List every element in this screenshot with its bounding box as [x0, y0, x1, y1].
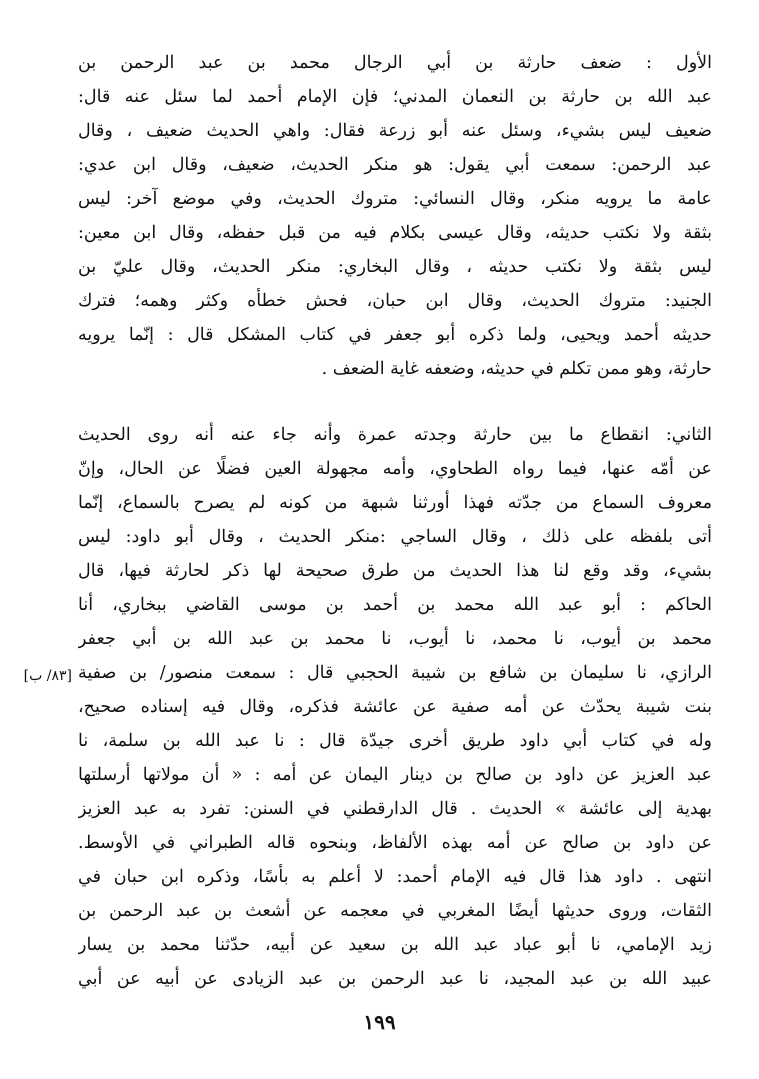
- text-line: انتهى . داود هذا قال فيه الإمام أحمد: لا أعلم به بأسًا، وذكره ابن حبان في: [78, 867, 712, 887]
- text-line: أتى بلفظه على ذلك ، وقال الساجي :منكر الحديث ، وقال أبو داود: ليس: [78, 527, 712, 547]
- text-line: بنت شيبة يحدّث عن أمه صفية عن عائشة فذكره، وقال فيه إسناده صحيح،: [78, 697, 712, 717]
- text-line: الثاني: انقطاع ما بين حارثة وجدته عمرة وأنه جاء عنه أنه روى الحديث: [78, 425, 712, 445]
- text-line: عبد الله بن حارثة بن النعمان المدني؛ فإن الإمام أحمد لما سئل عنه قال:: [78, 87, 712, 107]
- text-line: ضعيف ليس بشيء، وسئل عنه أبو زرعة فقال: واهي الحديث ضعيف ، وقال: [78, 121, 712, 141]
- text-line: بثقة ولا نكتب حديثه، وقال عيسى بكلام فيه من قبل حفظه، وقال ابن معين:: [78, 223, 712, 243]
- text-line: الأول : ضعف حارثة بن أبي الرجال محمد بن عبد الرحمن بن: [78, 53, 712, 73]
- text-line: الجنيد: متروك الحديث، وقال ابن حبان، فحش خطأه وكثر وهمه؛ فترك: [78, 291, 712, 311]
- paragraph-first: [78, 46, 712, 386]
- manuscript-folio-marker: [٨٣/ ب]: [23, 668, 72, 684]
- text-line: الرازي، نا سليمان بن شافع بن شيبة الحجبي قال : سمعت منصور/ بن صفية: [78, 663, 712, 683]
- text-line: عبد الرحمن: سمعت أبي يقول: هو منكر الحديث، ضعيف، وقال ابن عدي:: [78, 155, 712, 175]
- text-line: زيد الإمامي، نا أبو عباد عبد الله بن سعيد عن أبيه، حدّثنا محمد بن يسار: [78, 935, 712, 955]
- text-line: الحاكم : أبو عبد الله محمد بن أحمد بن موسى القاضي ببخاري، أنا: [78, 595, 712, 615]
- text-line: معروف السماع من جدّته فهذا أورثنا شبهة من كونه لم يصرح بالسماع، إنّما: [78, 493, 712, 513]
- text-line: الثقات، وروى حديثها أيضًا المغربي في معجمه عن أشعث بن عبد الرحمن بن: [78, 901, 712, 921]
- text-line: بهدية إلى عائشة » الحديث . قال الدارقطني في السنن: تفرد به عبد العزيز: [78, 799, 712, 819]
- text-line: محمد بن أيوب، نا محمد، نا أيوب، نا محمد بن عبد الله بن أبي جعفر: [78, 629, 712, 649]
- text-line: بشيء، وقد وقع لنا هذا الحديث من طرق صحيحة لها ذكر لحارثة فيها، قال: [78, 561, 712, 581]
- text-line: عبيد الله بن عبد المجيد، نا عبد الرحمن بن عبد الزيادى عن أبيه عن أبي: [78, 969, 712, 989]
- text-line: حديثه أحمد ويحيى، ولما ذكره أبو جعفر في كتاب المشكل قال : إنّما يرويه: [78, 325, 712, 345]
- text-line: عن داود بن صالح عن أمه بهذه الألفاظ، وبنحوه قاله الطبراني في الأوسط.: [78, 833, 712, 853]
- text-line: عامة ما يرويه منكر، وقال النسائي: متروك الحديث، وفي موضع آخر: ليس: [78, 189, 712, 209]
- text-line: ليس بثقة ولا نكتب حديثه ، وقال البخاري: منكر الحديث، وقال عليّ بن: [78, 257, 712, 277]
- text-line: حارثة، وهو ممن تكلم في حديثه، وضعفه غاية الضعف .: [321, 359, 712, 379]
- page-number: ١٩٩: [363, 1010, 396, 1034]
- paragraph-second: [78, 418, 712, 996]
- text-line: عبد العزيز عن داود بن صالح بن دينار اليمان عن أمه : « أن مولاتها أرسلتها: [78, 765, 712, 785]
- text-line: وله في كتاب أبي داود طريق أخرى جيدّة قال : نا عبد الله بن سلمة، نا: [78, 731, 712, 751]
- text-line: عن أمّه عنها، فيما رواه الطحاوي، وأمه مجهولة العين فضلًا عن الحال، وإنّ: [78, 459, 712, 479]
